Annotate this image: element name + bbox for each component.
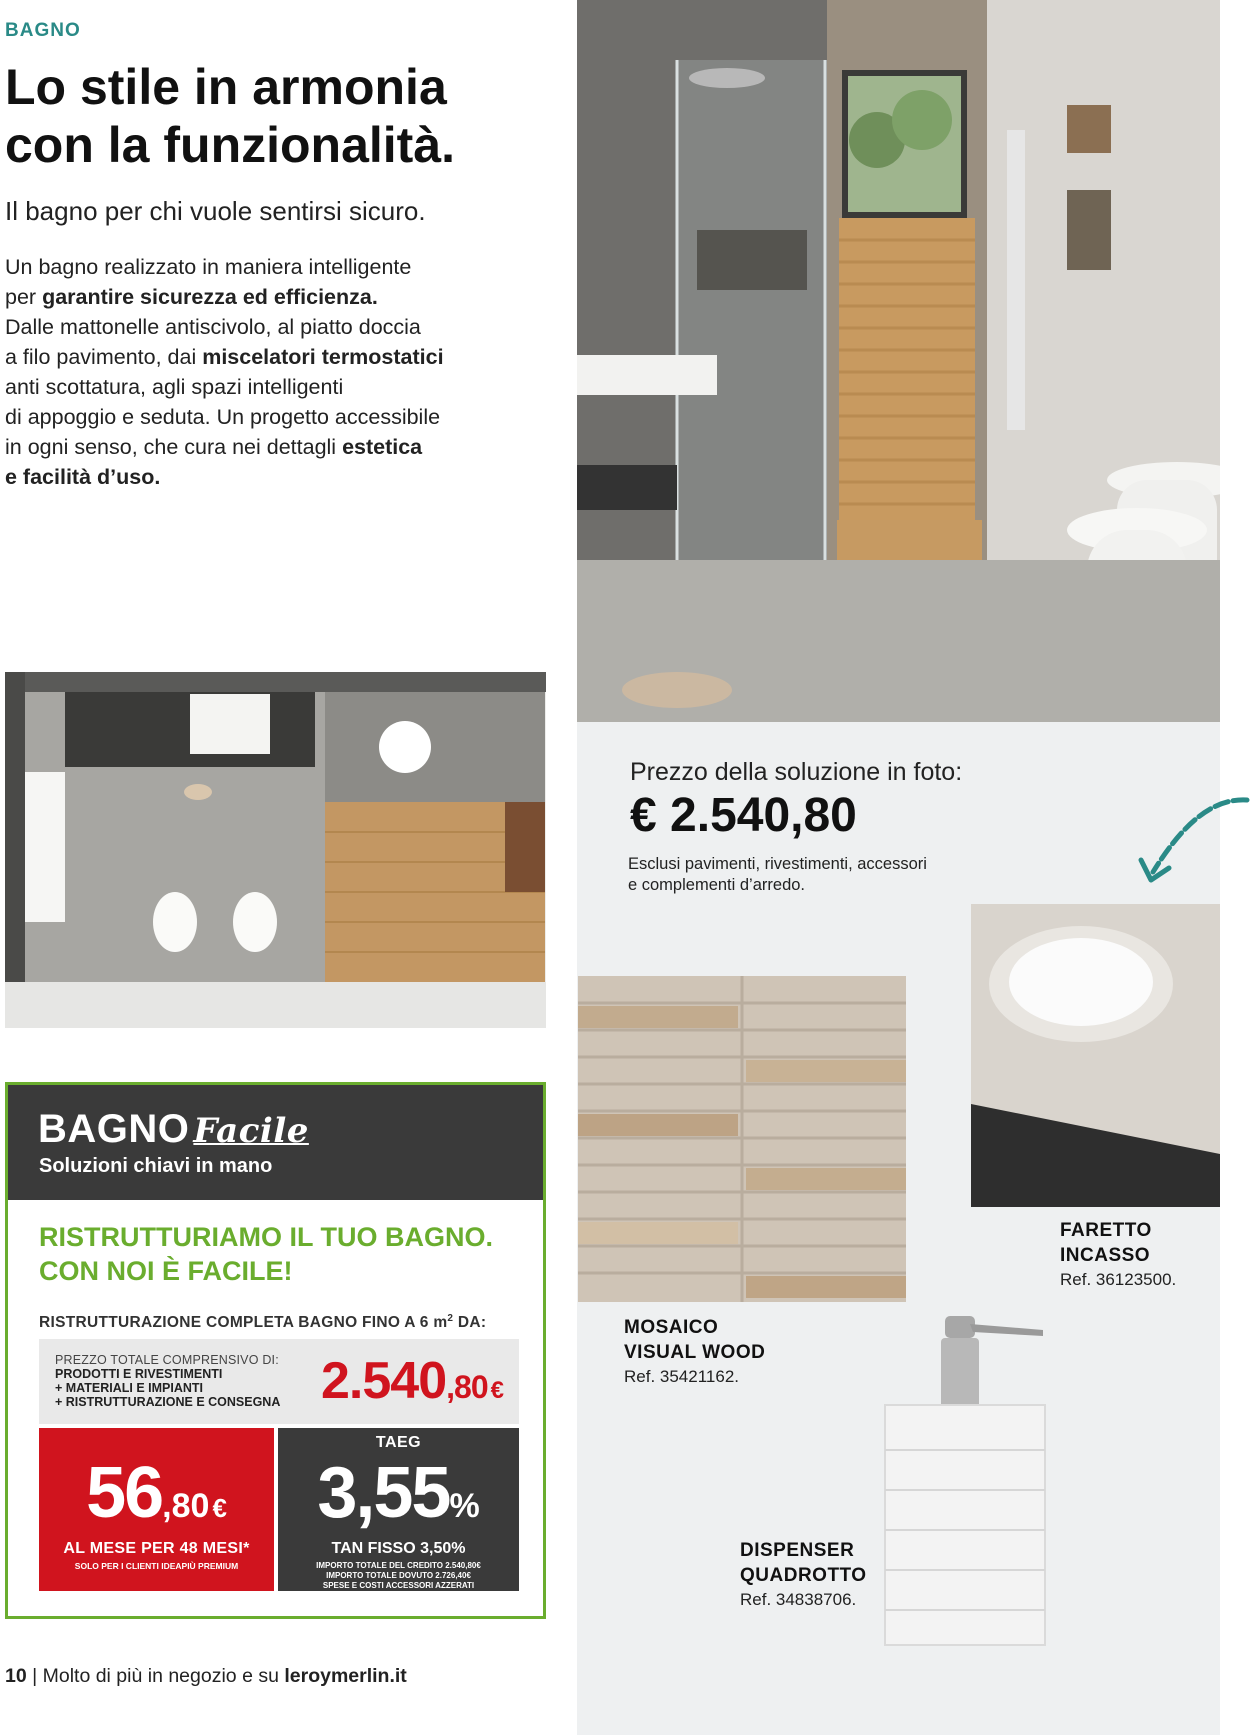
intro-line: anti scottatura, agli spazi intelligenti bbox=[5, 375, 344, 399]
renovation-scope: RISTRUTTURAZIONE COMPLETA BAGNO FINO A 6 $m^2$ DA: bbox=[39, 1313, 487, 1332]
monthly-amount: 56,80 € bbox=[86, 1453, 227, 1533]
taeg-value: 3,55% bbox=[317, 1453, 480, 1533]
bathroom-photo bbox=[577, 0, 1220, 722]
product-spotlight bbox=[1060, 1218, 1176, 1290]
total-price: 2.540,80 € bbox=[321, 1352, 503, 1410]
intro-line: e facilità d’uso. bbox=[5, 465, 161, 489]
intro-paragraph bbox=[5, 252, 505, 492]
intro-line: per garantire sicurezza ed efficienza. bbox=[5, 285, 378, 309]
spotlight-photo bbox=[971, 904, 1220, 1207]
product-mosaic bbox=[624, 1315, 765, 1387]
intro-line: Un bagno realizzato in maniera intelligente bbox=[5, 255, 412, 279]
product-name: MOSAICO bbox=[624, 1317, 719, 1338]
bagno-facile-box bbox=[5, 1082, 546, 1619]
claim-line: RISTRUTTURIAMO IL TUO BAGNO. bbox=[39, 1222, 493, 1252]
product-name: VISUAL WOOD bbox=[624, 1342, 766, 1363]
bagno-facile-header bbox=[8, 1085, 543, 1200]
taeg-label: TAEG bbox=[375, 1434, 422, 1451]
product-name: FARETTO bbox=[1060, 1220, 1152, 1241]
solution-price-title: Prezzo della soluzione in foto: bbox=[630, 758, 963, 786]
bathroom-plan-render bbox=[5, 672, 546, 1028]
tan-rate: TAN FISSO 3,50% bbox=[331, 1540, 466, 1557]
bagno-facile-logo: BAGNO Facile bbox=[38, 1107, 309, 1151]
page-subline: Il bagno per chi vuole sentirsi sicuro. bbox=[5, 196, 426, 226]
intro-line: Dalle mattonelle antiscivolo, al piatto doccia bbox=[5, 315, 421, 339]
product-ref: Ref. 34838706. bbox=[740, 1590, 857, 1609]
monthly-note: SOLO PER I CLIENTI IDEAPIÙ PREMIUM bbox=[74, 1561, 239, 1571]
product-name: DISPENSER bbox=[740, 1540, 855, 1561]
product-dispenser bbox=[740, 1538, 867, 1610]
total-price-strip bbox=[39, 1339, 519, 1424]
page-headline bbox=[5, 58, 505, 174]
strip-title: PREZZO TOTALE COMPRENSIVO DI: bbox=[55, 1353, 279, 1367]
intro-line: a filo pavimento, dai miscelatori termostatici bbox=[5, 345, 444, 369]
monthly-installment-box bbox=[39, 1428, 274, 1591]
product-ref: Ref. 35421162. bbox=[624, 1367, 739, 1386]
intro-line: in ogni senso, che cura nei dettagli estetica bbox=[5, 435, 423, 459]
mosaic-photo bbox=[578, 976, 906, 1302]
dispenser-photo bbox=[865, 1310, 1085, 1660]
bagno-facile-subtitle: Soluzioni chiavi in mano bbox=[39, 1155, 273, 1177]
solution-price-value: € 2.540,80 bbox=[630, 789, 857, 842]
page-footer: 10 | Molto di più in negozio e su leroymerlin.it bbox=[5, 1665, 407, 1687]
curved-arrow-icon bbox=[1135, 790, 1250, 890]
bagno-facile-claim bbox=[39, 1220, 493, 1288]
solution-price-note bbox=[628, 854, 968, 896]
taeg-box bbox=[278, 1428, 519, 1591]
page-number: 10 bbox=[5, 1665, 27, 1687]
claim-line: CON NOI È FACILE! bbox=[39, 1256, 293, 1286]
intro-line: di appoggio e seduta. Un progetto accessibile bbox=[5, 405, 441, 429]
price-note-line: Esclusi pavimenti, rivestimenti, accessori bbox=[628, 855, 927, 873]
website-link[interactable]: leroymerlin.it bbox=[284, 1665, 407, 1687]
product-ref: Ref. 36123500. bbox=[1060, 1270, 1177, 1289]
section-tag: BAGNO bbox=[5, 20, 81, 41]
headline-line-1: Lo stile in armonia bbox=[5, 59, 447, 115]
monthly-terms: AL MESE PER 48 MESI* bbox=[63, 1540, 250, 1557]
headline-line-2: con la funzionalità. bbox=[5, 117, 456, 173]
product-name: QUADROTTO bbox=[740, 1565, 867, 1586]
strip-items: PRODOTTI E RIVESTIMENTI + MATERIALI E IMPIANTI + RISTRUTTURAZIONE E CONSEGNA bbox=[55, 1367, 281, 1409]
product-name: INCASSO bbox=[1060, 1245, 1151, 1266]
price-note-line: e complementi d’arredo. bbox=[628, 876, 806, 894]
financing-notes: IMPORTO TOTALE DEL CREDITO 2.540,80€ IMPORTO TOTALE DOVUTO 2.726,40€ SPESE E COSTI ACCESSORI AZZERATI bbox=[316, 1561, 481, 1590]
